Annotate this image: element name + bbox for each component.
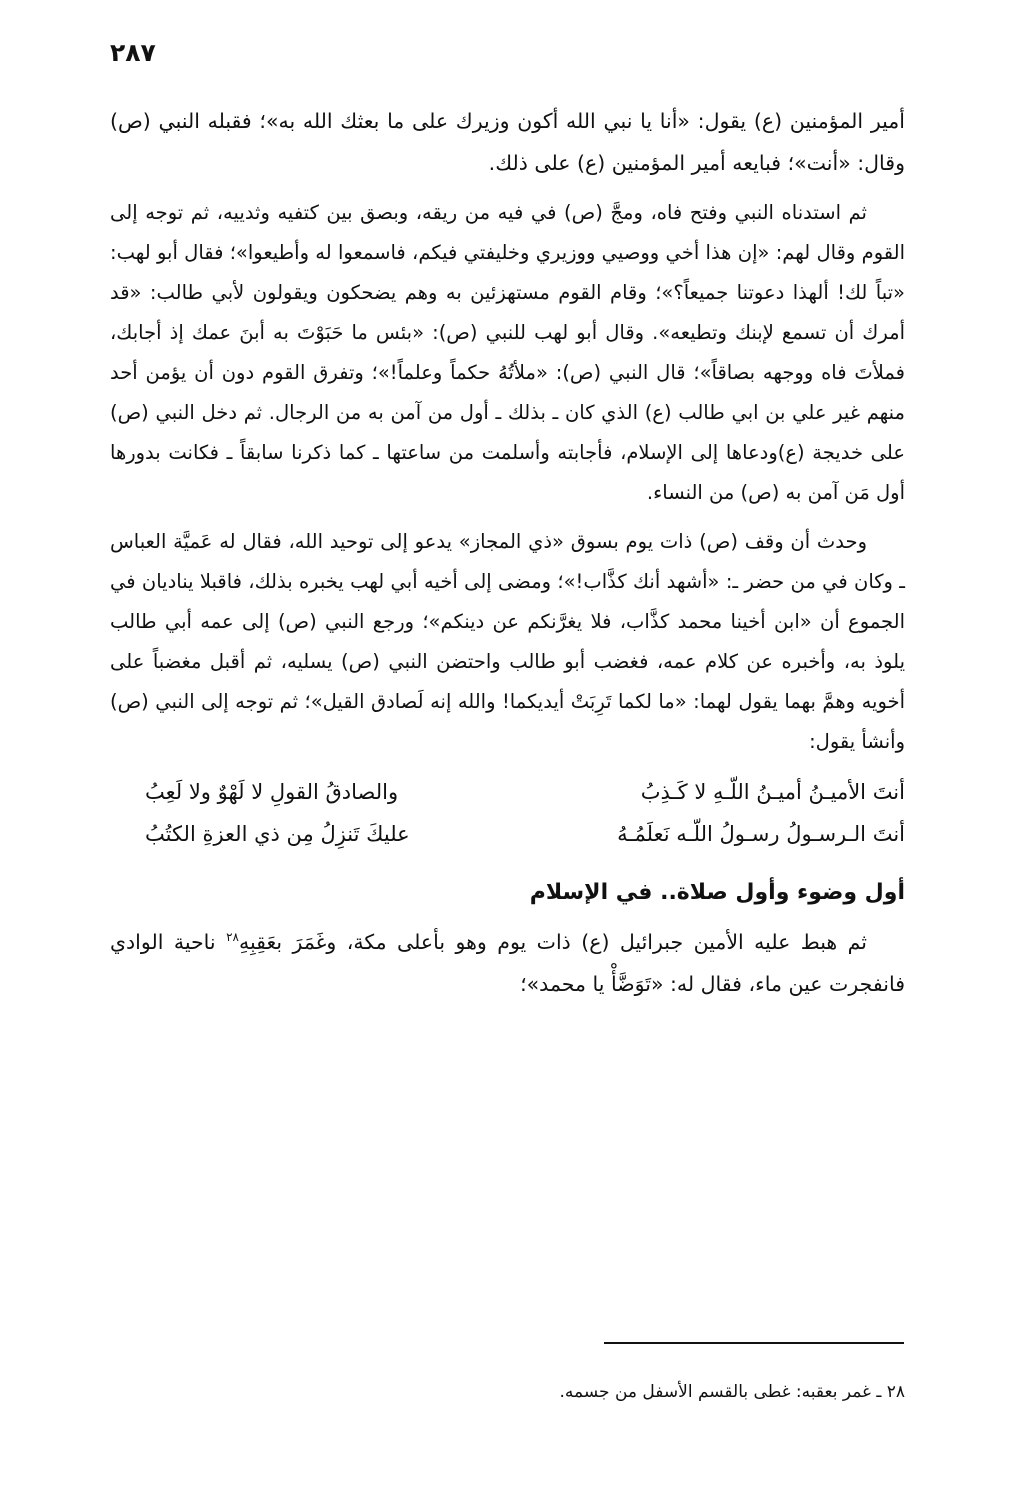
footnote: ٢٨ ـ غمر بعقبه: غطى بالقسم الأسفل من جسمه. — [559, 1382, 905, 1402]
poem — [110, 771, 905, 855]
poem-verse — [110, 813, 905, 855]
paragraph-1: أمير المؤمنين (ع) يقول: «أنا يا نبي الله أكون وزيرك على ما بعثك الله به»؛ فقبله النبي (ص) وقال: «أنت»؛ فبايعه أمير المؤمنين (ع) على ذلك. — [110, 109, 905, 175]
footnote-reference[interactable]: ٢٨ — [226, 930, 239, 945]
verse-second-hemistich: والصادقُ القولِ لا لَهْوٌ ولا لَعِبُ — [145, 780, 399, 804]
poem-verse — [110, 771, 905, 813]
footnote-separator — [604, 1342, 904, 1344]
body-text — [110, 100, 905, 1014]
verse-first-hemistich: أنتَ الـرسـولُ رسـولُ اللّـه نَعلَمُـهُ — [617, 822, 905, 846]
verse-first-hemistich: أنتَ الأميـنُ أميـنُ اللّـهِ لا كَـذِبُ — [640, 780, 905, 804]
paragraph-4-start: ثم هبط عليه الأمين جبرائيل (ع) ذات يوم وهو بأعلى مكة، وغَمَرَ بعَقِبِهِ — [238, 930, 867, 954]
page-number: ٢٨٧ — [110, 38, 156, 67]
paragraph-3: وحدث أن وقف (ص) ذات يوم بسوق «ذي المجاز» يدعو إلى توحيد الله، فقال له عَميَّة العباس ـ وكان في من حضر ـ: «أشهد أنك كذَّاب!»؛ ومضى إلى أخيه أبي لهب يخبره بذلك، فاقبلا يناديان في الجموع أن «ابن أخينا محمد كذَّاب، فلا يغرَّنكم عن دينكم»؛ ورجع النبي (ص) إلى عمه أبي طالب يلوذ به، وأخبره عن كلام عمه، فغضب أبو طالب واحتضن النبي (ص) يسليه، ثم أقبل مغضباً على أخويه وهمَّ بهما يقول لهما: «ما لكما تَرِبَتْ أيديكما! والله إنه لَصادق القيل»؛ ثم توجه إلى النبي (ص) وأنشأ يقول: — [110, 530, 905, 753]
verse-second-hemistich: عليكَ تَنزِلُ مِن ذي العزةِ الكتُبُ — [145, 822, 410, 846]
section-heading: أول وضوء وأول صلاة.. في الإسلام — [529, 880, 905, 905]
paragraph-2: ثم استدناه النبي وفتح فاه، ومجَّ (ص) في فيه من ريقه، وبصق بين كتفيه وثدييه، ثم توجه إلى القوم وقال لهم: «إن هذا أخي ووصيي ووزيري وخليفتي فيكم، فاسمعوا له وأطيعوا»؛ فقال أبو لهب: «تباً لك! ألهذا دعوتنا جميعاً؟»؛ وقام القوم مستهزئين به وهم يضحكون ويقولون لأبي طالب: «قد أمرك أن تسمع لإبنك وتطيعه». وقال أبو لهب للنبي (ص): «بئس ما حَبَوْتَ به أبنَ عمك إذ أجابك، فملأتَ فاه ووجهه بصاقاً»؛ قال النبي (ص): «ملأتُهُ حكماً وعلماً!»؛ وتفرق القوم دون أن يؤمن أحد منهم غير علي بن ابي طالب (ع) الذي كان ـ بذلك ـ أول من آمن به من الرجال. ثم دخل النبي (ص) على خديجة (ع)ودعاها إلى الإسلام، فأجابته وأسلمت من ساعتها ـ كما ذكرنا سابقاً ـ فكانت بدورها أول مَن آمن به (ص) من النساء. — [110, 201, 905, 504]
paragraph-4 — [110, 921, 905, 1005]
paragraph-4-end: ناحية الوادي فانفجرت عين ماء، فقال له: «تَوَضَّأْ يا محمد»؛ — [110, 930, 905, 996]
